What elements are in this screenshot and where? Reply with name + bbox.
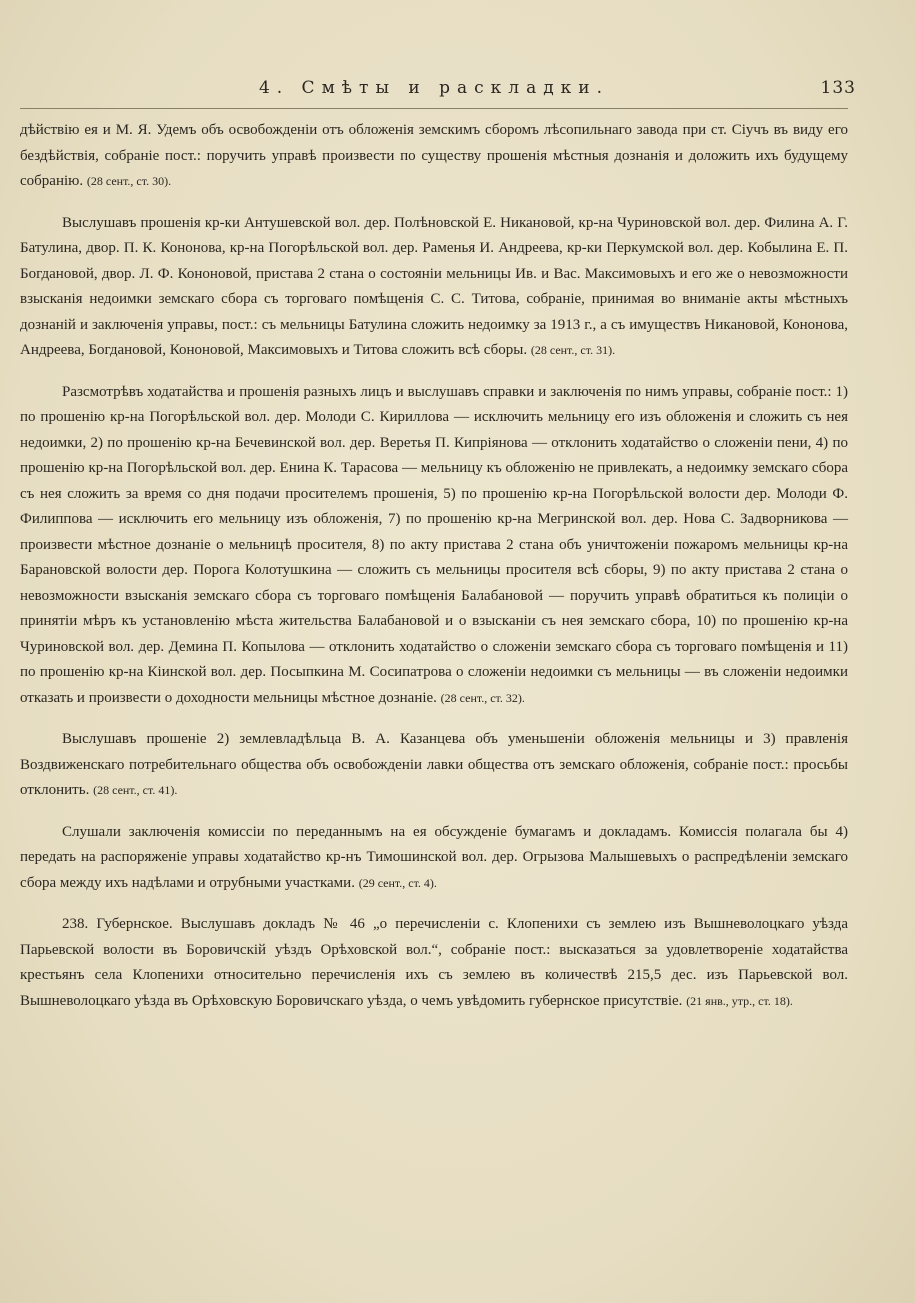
paragraph-reference: (28 сент., ст. 31). [530,343,616,357]
paragraph-reference: (29 сент., ст. 4). [358,875,437,890]
paragraph-text: Выслушавъ прошеніе 2) землевладѣльца В. А. Казанцева объ уменьшеніи обложенія мельницы и 3) правленія Воздвиженскаго потребительнаго общества объ освобожденіи лавки общества отъ земскаго обложенія, собраніе пост.: просьбы отклонить. [20,731,848,798]
paragraph-2 [20,211,848,364]
header-rule [20,108,848,109]
paragraph-text: дѣйствію ея и М. Я. Удемъ объ освобожденіи отъ обложенія земскимъ сборомъ лѣсопильнаго завода при ст. Сіучъ въ виду его бездѣйствія, собраніе пост.: поручить управѣ произвести по существу прошенія мѣстныя дознанія и доложить ихъ будущему собранію. [20,122,848,189]
paragraph-text: Слушали заключенія комиссіи по переданнымъ на ея обсужденіе бумагамъ и докладамъ. Комиссія полагала бы 4) передать на распоряженіе управы ходатайство кр-нъ Тимошинской вол. дер. Огрызова Малышевыхъ о распредѣленіи земскаго сбора между ихъ надѣлами и отрубными участками. [20,823,848,891]
paragraph-reference: (28 сент., ст. 32). [440,690,525,705]
paragraph-text: Выслушавъ прошенія кр-ки Антушевской вол. дер. Полѣновской Е. Никановой, кр-на Чуриновской вол. дер. Филина А. Г. Батулина, двор. П. К. Кононова, кр-на Погорѣльской вол. дер. Раменья И. Андреева, кр-ки Перкумской вол. дер. Кобылина Е. П. Богдановой, двор. Л. Ф. Кононовой, пристава 2 стана о состояніи мельницы Ив. и Вас. Максимовыхъ и его же о невозможности взысканія недоимки земскаго сбора съ торговаго помѣщенія С. С. Титова, собраніе, принимая во вниманіе акты мѣстныхъ дознаній и заключенія управы, пост.: съ мельницы Батулина сложить недоимку за 1913 г., а съ имуществъ Никановой, Кононова, Андреева, Богдановой, Кононовой, Максимовыхъ и Титова сложить всѣ сборы. [20,214,848,358]
paragraph-5 [20,820,848,897]
paragraph-6 [20,912,848,1014]
paragraph-text: Разсмотрѣвъ ходатайства и прошенія разныхъ лицъ и выслушавъ справки и заключенія по нимъ управы, собраніе пост.: 1) по прошенію кр-на Погорѣльской вол. дер. Молоди С. Кириллова — исключить мельницу его изъ обложенія и сложить съ нея недоимки, 2) по прошенію кр-на Бечевинской вол. дер. Веретья П. Кипріянова — отклонить ходатайство о сложеніи пени, 4) по прошенію кр-на Погорѣльской вол. дер. Енина К. Тарасова — мельницу къ обложенію не привлекать, а недоимку земскаго сбора съ нея сложить за время со дня подачи просителемъ прошенія, 5) по прошенію кр-на Погорѣльской волости дер. Молоди Ф. Филиппова — исключить его мельницу изъ обложенія, 7) по прошенію кр-на Мегринской вол. дер. Нова С. Задворникова — произвести мѣстное дознаніе о мельницѣ просителя, 8) по акту пристава 2 стана объ уничтоженіи пожаромъ мельницы кр-на Барановской волости дер. Порога Колотушкина — сложить съ мельницы просителя всѣ сборы, 9) по акту пристава 2 стана о невозможности взысканія земскаго сбора съ торговаго помѣщенія Балабановой — поручить управѣ обратиться къ полиціи о принятіи мѣръ къ установленію мѣста жительства Балабановой и о взысканіи съ нея земскаго сбора, 10) по прошенію кр-на Чуриновской вол. дер. Демина П. Копылова — отклонить ходатайство о сложеніи земскаго сбора съ торговаго помѣщенія и 11) по прошенію кр-на Кіинской вол. дер. Посыпкина М. Сосипатрова о сложеніи недоимки съ мельницы — въ сложеніи недоимки отказать и произвести о доходности мельницы мѣстное дознаніе. [20,383,848,706]
paragraph-text: 238. Губернское. Выслушавъ докладъ № 46 „о перечисленіи с. Клопенихи съ землею изъ Вышневолоцкаго уѣзда Парьевской волости въ Боровичскій уѣздъ Орѣховской вол.“, собраніе пост.: высказаться за удовлетвореніе ходатайства крестьянъ села Клопенихи относительно перечисленія ихъ съ землею въ количествѣ 215,5 дес. изъ Парьевской вол. Вышневолоцкаго уѣзда въ Орѣховскую Боровичскаго уѣзда, о чемъ увѣдомить губернское присутствіе. [20,916,848,1009]
page-header [20,76,856,106]
page-number: 133 [820,78,856,98]
document-body [20,118,848,1030]
paragraph-reference: (28 сент., ст. 30). [86,174,172,188]
paragraph-reference: (28 сент., ст. 41). [93,783,178,797]
section-title: 4. Смѣты и раскладки. [258,78,610,98]
paragraph-1 [20,118,848,195]
paragraph-3 [20,380,848,712]
paragraph-reference: (21 янв., утр., ст. 18). [686,993,793,1008]
paragraph-4 [20,727,848,804]
